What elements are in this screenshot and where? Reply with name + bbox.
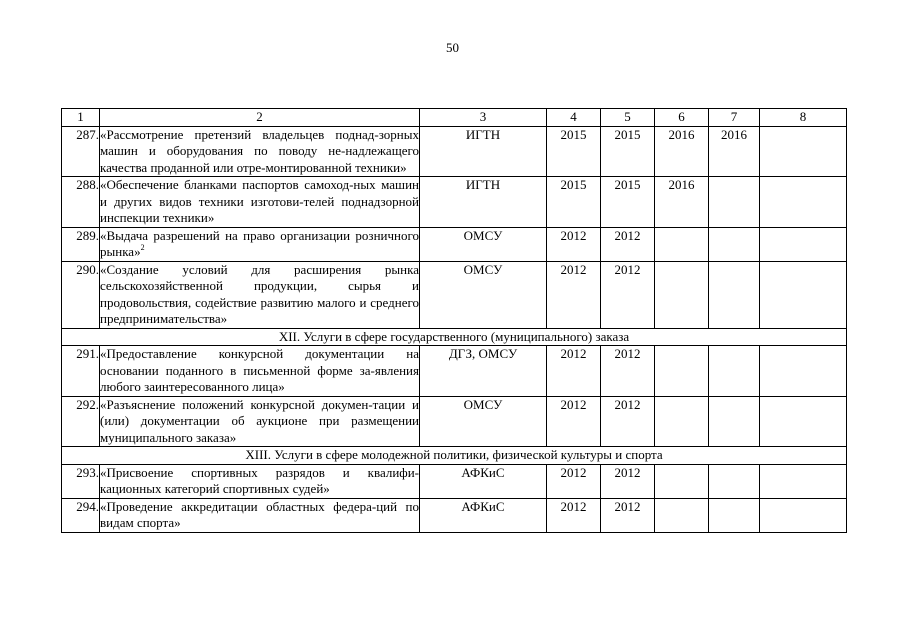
year-col-4: 2015 <box>547 177 601 228</box>
row-number: 288. <box>62 177 100 228</box>
service-name: «Разъяснение положений конкурсной докумен-тации и (или) документации об аукционе при размещении муниципального заказа» <box>100 396 419 445</box>
header-cell: 5 <box>601 109 655 127</box>
header-row <box>62 109 847 127</box>
year-col-6 <box>655 227 709 261</box>
footnote-marker: 2 <box>140 243 145 252</box>
year-col-5: 2012 <box>601 498 655 532</box>
table-row <box>62 346 847 397</box>
year-col-7 <box>709 177 760 228</box>
table-row <box>62 498 847 532</box>
year-col-6 <box>655 498 709 532</box>
year-col-4: 2012 <box>547 396 601 447</box>
year-col-7 <box>709 498 760 532</box>
service-name: «Создание условий для расширения рынка сельскохозяйственной продукции, сырья и продовольствия, содействие развитию малого и среднего предпринимательства» <box>100 261 419 326</box>
section-title: XIII. Услуги в сфере молодежной политики, физической культуры и спорта <box>62 447 847 465</box>
header-cell: 2 <box>100 109 420 127</box>
col-8 <box>760 261 847 328</box>
responsible-body: ИГТН <box>420 126 547 177</box>
col-8 <box>760 177 847 228</box>
year-col-5: 2015 <box>601 126 655 177</box>
year-col-6 <box>655 346 709 397</box>
page-number: 50 <box>446 40 459 55</box>
year-col-5: 2012 <box>601 227 655 261</box>
year-col-4: 2012 <box>547 227 601 261</box>
table-row <box>62 126 847 177</box>
service-name <box>100 227 420 261</box>
service-name: «Обеспечение бланками паспортов самоход-ных машин и других видов техники изготови-телей поднадзорной инспекции техники» <box>100 177 419 225</box>
year-col-7 <box>709 464 760 498</box>
responsible-body: АФКиС <box>420 498 547 532</box>
section-row <box>62 328 847 346</box>
year-col-4: 2015 <box>547 126 601 177</box>
year-col-7 <box>709 261 760 328</box>
year-col-6: 2016 <box>655 177 709 228</box>
table-row <box>62 464 847 498</box>
year-col-7 <box>709 396 760 447</box>
header-cell: 3 <box>420 109 547 127</box>
col-8 <box>760 227 847 261</box>
responsible-body: ОМСУ <box>420 227 547 261</box>
responsible-body: АФКиС <box>420 464 547 498</box>
year-col-6 <box>655 464 709 498</box>
year-col-7 <box>709 346 760 397</box>
year-col-5: 2012 <box>601 464 655 498</box>
table-row <box>62 227 847 261</box>
table-row <box>62 177 847 228</box>
row-number: 293. <box>62 464 100 498</box>
year-col-6 <box>655 261 709 328</box>
row-number: 290. <box>62 261 100 328</box>
year-col-5: 2015 <box>601 177 655 228</box>
responsible-body: ОМСУ <box>420 261 547 328</box>
header-cell: 6 <box>655 109 709 127</box>
header-cell: 4 <box>547 109 601 127</box>
responsible-body: ДГЗ, ОМСУ <box>420 346 547 397</box>
col-8 <box>760 464 847 498</box>
year-col-4: 2012 <box>547 261 601 328</box>
year-col-4: 2012 <box>547 498 601 532</box>
service-name: «Рассмотрение претензий владельцев поднад-зорных машин и оборудования по поводу не-надлежащего качества проданной или отре-монтированной техники» <box>100 126 419 175</box>
responsible-body: ОМСУ <box>420 396 547 447</box>
table-row <box>62 396 847 447</box>
row-number: 287. <box>62 126 100 177</box>
services-table <box>61 108 847 533</box>
service-name: «Проведение аккредитации областных федера-ций по видам спорта» <box>100 498 419 530</box>
col-8 <box>760 346 847 397</box>
section-row <box>62 447 847 465</box>
responsible-body: ИГТН <box>420 177 547 228</box>
year-col-5: 2012 <box>601 346 655 397</box>
section-title: XII. Услуги в сфере государственного (муниципального) заказа <box>62 328 847 346</box>
service-name-text: «Выдача разрешений на право организации розничного рынка» <box>100 227 419 259</box>
col-8 <box>760 498 847 532</box>
header-cell: 8 <box>760 109 847 127</box>
year-col-7 <box>709 227 760 261</box>
col-8 <box>760 126 847 177</box>
service-name: «Присвоение спортивных разрядов и квалифи-кационных категорий спортивных судей» <box>100 464 419 496</box>
row-number: 291. <box>62 346 100 397</box>
row-number: 289. <box>62 227 100 261</box>
year-col-7: 2016 <box>709 126 760 177</box>
row-number: 292. <box>62 396 100 447</box>
year-col-5: 2012 <box>601 396 655 447</box>
year-col-6: 2016 <box>655 126 709 177</box>
header-cell: 7 <box>709 109 760 127</box>
service-name: «Предоставление конкурсной документации на основании поданного в письменной форме за-явления любого заинтересованного лица» <box>100 346 419 394</box>
year-col-5: 2012 <box>601 261 655 328</box>
year-col-4: 2012 <box>547 346 601 397</box>
year-col-4: 2012 <box>547 464 601 498</box>
table-row <box>62 261 847 328</box>
header-cell: 1 <box>62 109 100 127</box>
year-col-6 <box>655 396 709 447</box>
col-8 <box>760 396 847 447</box>
row-number: 294. <box>62 498 100 532</box>
